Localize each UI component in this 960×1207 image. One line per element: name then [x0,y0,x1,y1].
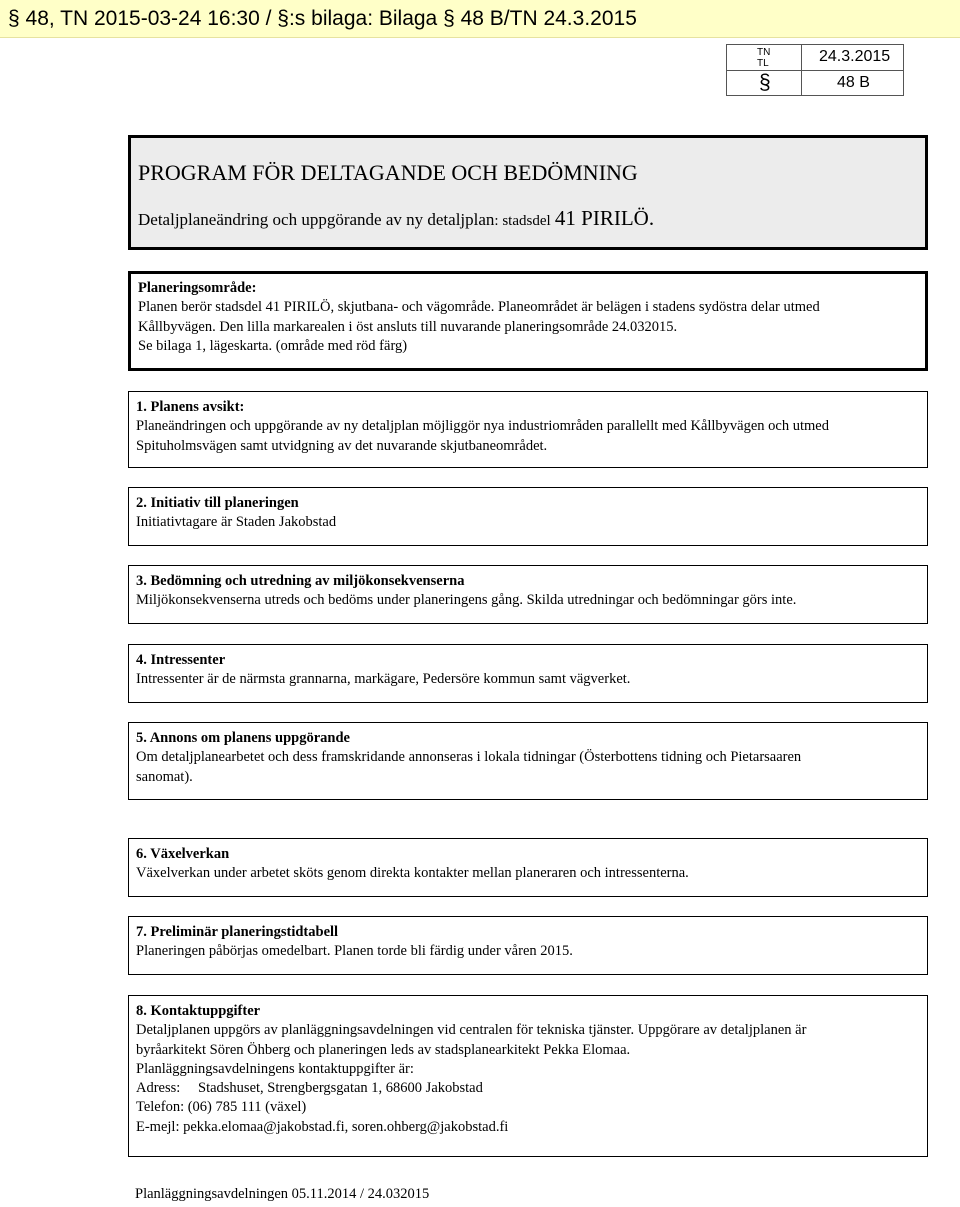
planning-area-line: Planen berör stadsdel 41 PIRILÖ, skjutbana- och vägområde. Planeområdet är belägen i stadens sydöstra delar utmed [138,299,820,316]
section-stakeholders [128,644,928,703]
section-text: sanomat). [136,768,193,785]
section-schedule [128,916,928,975]
contact-address [136,1079,920,1098]
section-heading: 3. Bedömning och utredning av miljökonsekvenserna [136,573,465,589]
section-text: Om detaljplanearbetet och dess framskridande annonseras i lokala tidningar (Österbottens tidning och Pietarsaaren [136,749,802,766]
section-text: Spituholmsvägen samt utvidgning av det nuvarande skjutbaneområdet. [136,437,548,454]
section-text: Detaljplanen uppgörs av planläggningsavdelningen vid centralen för tekniska tjänster. Uppgörare av detaljplanen är [136,1022,807,1039]
page-title: PROGRAM FÖR DELTAGANDE OCH BEDÖMNING [138,160,638,185]
section-heading: 8. Kontaktuppgifter [136,1003,261,1019]
section-heading: 5. Annons om planens uppgörande [136,730,350,746]
section-text: Planläggningsavdelningens kontaktuppgifter är: [136,1060,414,1077]
section-heading: 7. Preliminär planeringstidtabell [136,924,339,940]
registration-stamp [726,44,904,96]
stamp-committee-label [757,47,770,69]
subtitle-district: 41 PIRILÖ. [554,206,655,230]
section-heading: 1. Planens avsikt: [136,399,245,415]
section-text: byråarkitekt Sören Öhberg och planeringen leds av stadsplanearkitekt Pekka Elomaa. [136,1041,631,1058]
planning-area-line: Kållbyvägen. Den lilla markarealen i öst ansluts till nuvarande planeringsområde 24.032015. [138,318,678,335]
planning-area-heading: Planeringsområde: [138,280,257,296]
section-initiative [128,487,928,546]
section-text: Miljökonsekvenserna utreds och bedöms under planeringens gång. Skilda utredningar och bedömningar görs inte. [136,592,797,609]
subtitle-main: Detaljplaneändring och uppgörande av ny detaljplan [138,210,495,229]
document-header-banner: § 48, TN 2015-03-24 16:30 / §:s bilaga: Bilaga § 48 B/TN 24.3.2015 [0,0,960,38]
stamp-tn: TN [757,47,771,58]
stamp-divider-horizontal [727,70,903,71]
section-heading: 2. Initiativ till planeringen [136,495,299,511]
section-text: Planeringen påbörjas omedelbart. Planen torde bli färdig under våren 2015. [136,943,573,960]
contact-phone: Telefon: (06) 785 111 (växel) [136,1099,307,1116]
section-plan-purpose [128,391,928,468]
planning-area-line: Se bilaga 1, lägeskarta. (område med röd färg) [138,337,408,354]
section-interaction [128,838,928,897]
section-heading: 4. Intressenter [136,652,226,668]
stamp-date: 24.3.2015 [819,48,891,65]
page-footer: Planläggningsavdelningen 05.11.2014 / 24.032015 [135,1186,430,1202]
title-box [128,135,928,250]
section-announcement [128,722,928,800]
section-environmental-assessment [128,565,928,624]
stamp-paragraph-sign: § [759,71,771,94]
section-text: Initiativtagare är Staden Jakobstad [136,514,337,531]
planning-area-box [128,271,928,371]
address-value: Stadshuset, Strengbergsgatan 1, 68600 Jakobstad [198,1080,483,1097]
section-text: Växelverkan under arbetet sköts genom direkta kontakter mellan planeraren och intressenterna. [136,865,689,882]
section-text: Planeändringen och uppgörande av ny detaljplan möjliggör nya industriområden parallellt med Kållbyvägen och utmed [136,418,829,435]
section-text: Intressenter är de närmsta grannarna, markägare, Pedersöre kommun samt vägverket. [136,671,631,688]
subtitle-district-label: : stadsdel [494,213,551,229]
section-contact [128,995,928,1157]
section-heading: 6. Växelverkan [136,846,230,862]
stamp-code: 48 B [837,74,870,91]
page-subtitle [138,206,654,231]
stamp-tl: TL [757,58,769,69]
contact-email: E-mejl: pekka.elomaa@jakobstad.fi, soren.ohberg@jakobstad.fi [136,1118,509,1135]
address-label: Adress: [136,1080,181,1097]
